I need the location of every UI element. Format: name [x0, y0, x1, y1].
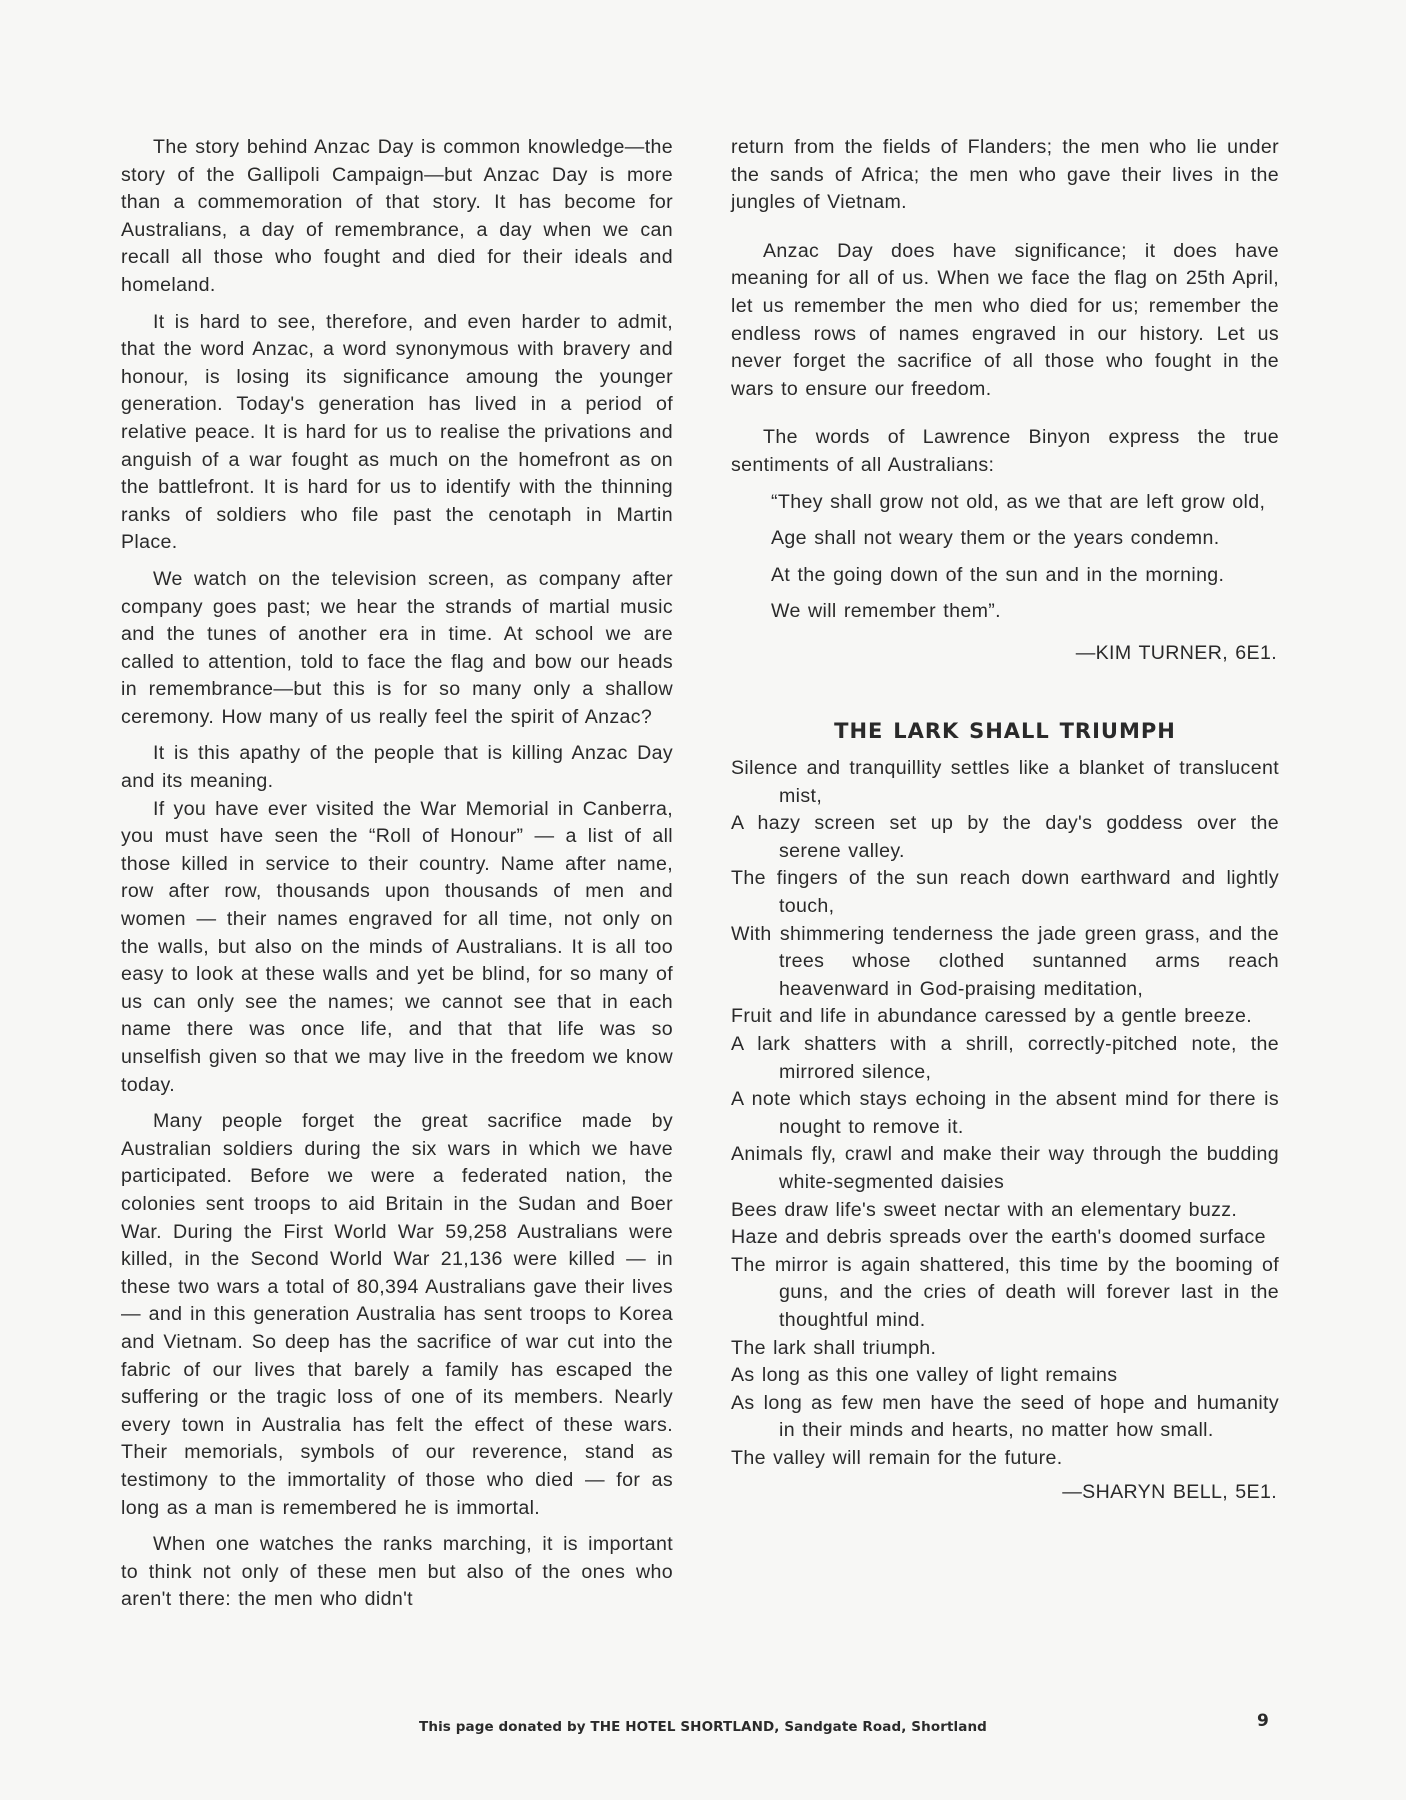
- poem-title: THE LARK SHALL TRIUMPH: [834, 718, 1176, 743]
- article-byline: —KIM TURNER, 6E1.: [1075, 641, 1277, 664]
- poem-line: Haze and debris spreads over the earth's doomed surface: [731, 1226, 1266, 1249]
- article-left-column: [121, 134, 673, 1623]
- quote-line: At the going down of the sun and in the morning.: [771, 563, 1225, 586]
- poem-body: [731, 755, 1279, 1472]
- poem-line: Fruit and life in abundance caressed by a gentle breeze.: [731, 1005, 1253, 1028]
- article-paragraph: When one watches the ranks marching, it is important to think not only of these men but also of the ones who aren't there: the men who didn't: [121, 1533, 673, 1611]
- article-paragraph: It is hard to see, therefore, and even harder to admit, that the word Anzac, a word synonymous with bravery and honour, is losing its significance amoung the younger generation. Today's generation has lived in a period of relative peace. It is hard for us to realise the privations and anguish of a war fought as much on the homefront as on the battlefront. It is hard for us to identify with the thinning ranks of soldiers who file past the cenotaph in Martin Place.: [121, 310, 673, 554]
- quote-line: “They shall grow not old, as we that are left grow old,: [771, 490, 1266, 513]
- quote-line: We will remember them”.: [771, 600, 1001, 623]
- article-paragraph: Many people forget the great sacrifice made by Australian soldiers during the six wars in which we have participated. Before we were a federated nation, the colonies sent troops to aid Britain in the Sudan and Boer War. During the First World War 59,258 Australians were killed, in the Second World War 21,136 were killed — in these two wars a total of 80,394 Australians gave their lives — and in this generation Australia has sent troops to Korea and Vietnam. So deep has the sacrifice of war cut into the fabric of our lives that barely a family has escaped the suffering or the tragic loss of one of its members. Nearly every town in Australia has felt the effect of these wars. Their memorials, symbols of our reverence, stand as testimony to the immortality of those who died — for as long as a man is remembered he is immortal.: [121, 1110, 673, 1519]
- page-number: 9: [1257, 1711, 1269, 1731]
- article-paragraph: The story behind Anzac Day is common knowledge—the story of the Gallipoli Campaign—but Anzac Day is more than a commemoration of that story. It has become for Australians, a day of remembrance, a day when we can recall all those who fought and died for their ideals and homeland.: [121, 136, 673, 296]
- poem-line: The mirror is again shattered, this time by the booming of guns, and the cries of death will forever last in the thoughtful mind.: [731, 1253, 1279, 1331]
- poem-line: Silence and tranquillity settles like a blanket of translucent mist,: [731, 757, 1279, 807]
- article-paragraph: The words of Lawrence Binyon express the true sentiments of all Australians:: [731, 426, 1279, 476]
- article-paragraph-continued: return from the fields of Flanders; the men who lie under the sands of Africa; the men who gave their lives in the jungles of Vietnam.: [731, 136, 1279, 214]
- poem-line: Animals fly, crawl and make their way through the budding white-segmented daisies: [731, 1143, 1279, 1193]
- poem-line: A note which stays echoing in the absent mind for there is nought to remove it.: [731, 1088, 1279, 1138]
- poem-line: With shimmering tenderness the jade green grass, and the trees whose clothed suntanned arms reach heavenward in God-praising meditation,: [731, 922, 1279, 1000]
- poem-line: Bees draw life's sweet nectar with an elementary buzz.: [731, 1198, 1238, 1221]
- article-paragraph: Anzac Day does have significance; it does have meaning for all of us. When we face the flag on 25th April, let us remember the men who died for us; remember the endless rows of names engraved in our history. Let us never forget the sacrifice of all those who fought in the wars to ensure our freedom.: [731, 239, 1279, 400]
- article-paragraph: If you have ever visited the War Memorial in Canberra, you must have seen the “Roll of Honour” — a list of all those killed in service to their country. Name after name, row after row, thousands upon thousands of men and women — their names engraved for all time, not only on the walls, but also on the minds of Australians. It is all too easy to look at these walls and yet be blind, for so many of us can only see the names; we cannot see that in each name there was once life, and that that life was so unselfish given so that we may live in the freedom we know today.: [121, 797, 673, 1096]
- poem-line: The valley will remain for the future.: [731, 1446, 1063, 1469]
- article-paragraph: It is this apathy of the people that is killing Anzac Day and its meaning.: [121, 742, 673, 793]
- poem-line: As long as few men have the seed of hope and humanity in their minds and hearts, no matter how small.: [731, 1391, 1279, 1442]
- article-paragraph: We watch on the television screen, as company after company goes past; we hear the strands of martial music and the tunes of another era in time. At school we are called to attention, told to face the flag and bow our heads in remembrance—but this is for so many only a shallow ceremony. How many of us really feel the spirit of Anzac?: [121, 567, 673, 728]
- poem-byline: —SHARYN BELL, 5E1.: [1062, 1480, 1277, 1503]
- poem-line: The fingers of the sun reach down earthward and lightly touch,: [731, 867, 1279, 918]
- sponsor-footer: This page donated by THE HOTEL SHORTLAND, Sandgate Road, Shortland: [419, 1719, 987, 1735]
- poem-line: As long as this one valley of light remains: [731, 1364, 1118, 1387]
- quote-line: Age shall not weary them or the years condemn.: [771, 527, 1220, 550]
- poem-line: A hazy screen set up by the day's goddess over the serene valley.: [731, 812, 1279, 862]
- poem-line: A lark shatters with a shrill, correctly-pitched note, the mirrored silence,: [731, 1033, 1279, 1083]
- binyon-quote: [771, 489, 1279, 626]
- article-right-column: [731, 134, 1279, 1506]
- poem-line: The lark shall triumph.: [731, 1336, 937, 1359]
